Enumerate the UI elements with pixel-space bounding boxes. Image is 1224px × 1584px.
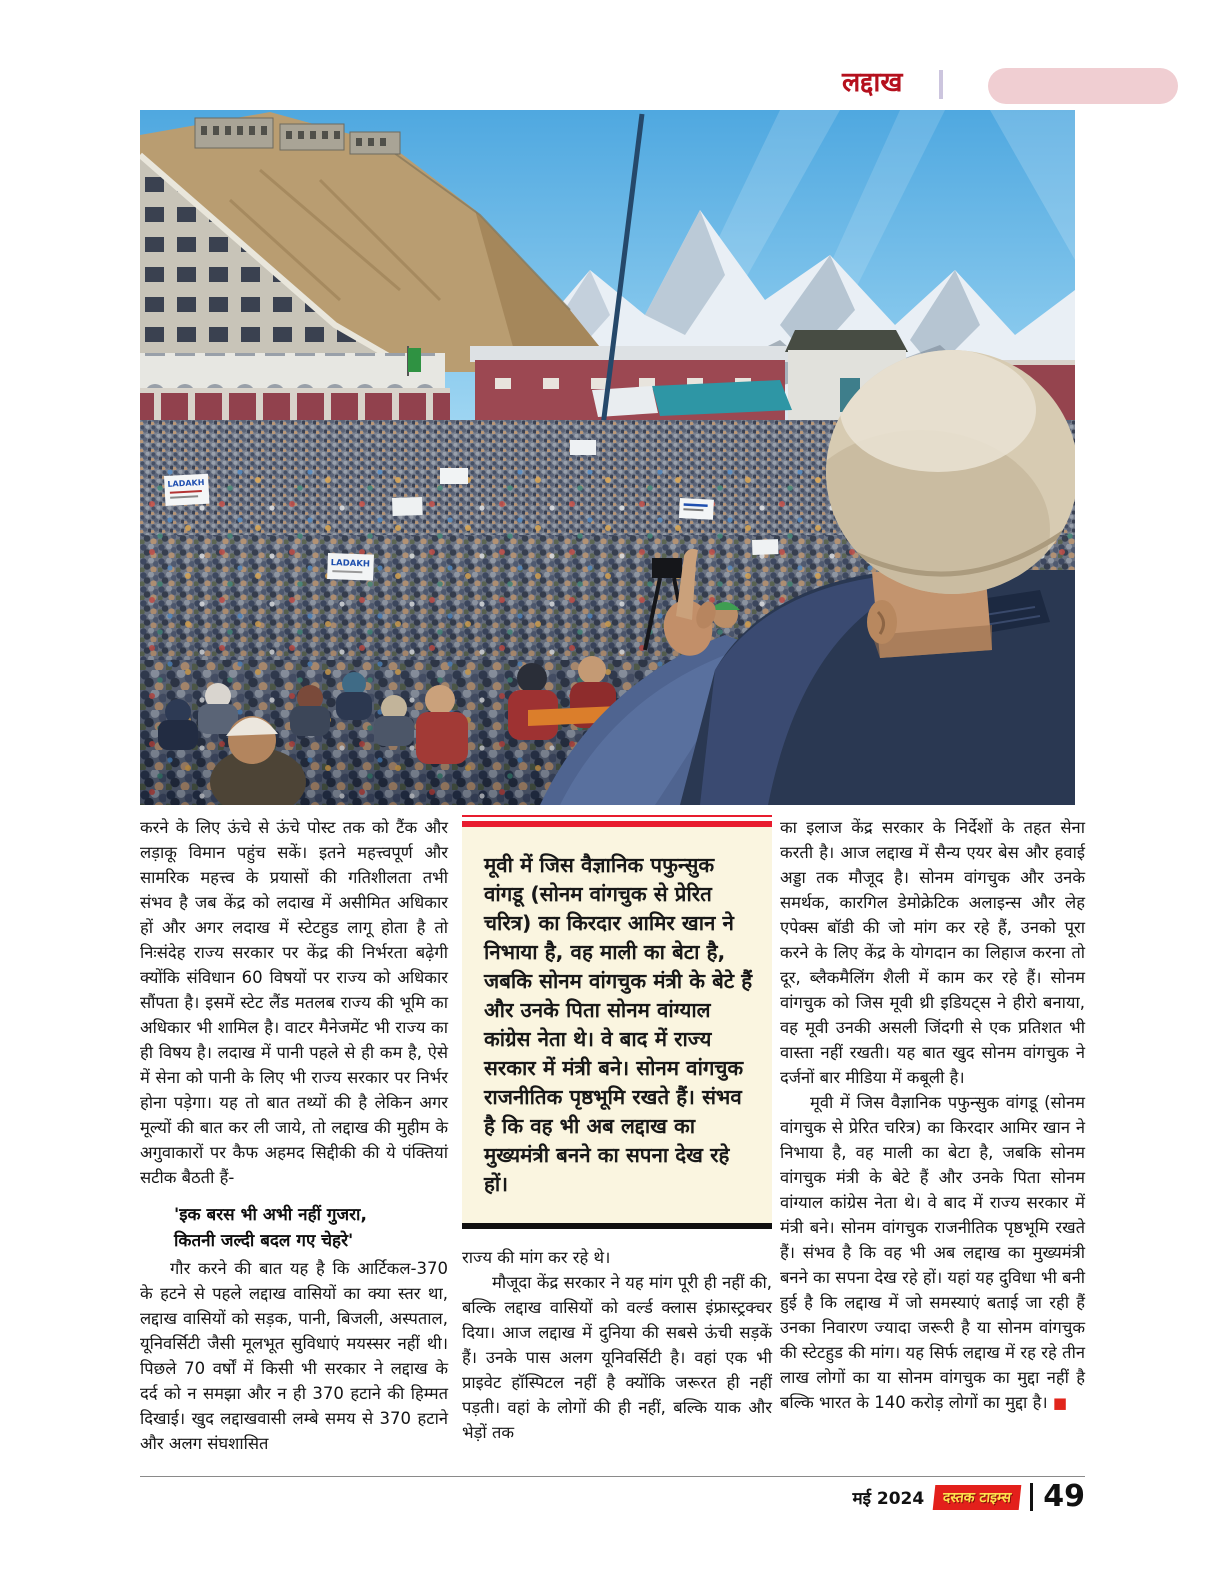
placard-ladakh: LADAKH [167, 477, 205, 489]
header-divider [939, 70, 943, 99]
header-pill [988, 68, 1178, 104]
couplet [140, 1202, 448, 1254]
paragraph: करने के लिए ऊंचे से ऊंचे पोस्ट तक को टैंक और लड़ाकू विमान पहुंच सकें। इतने महत्त्वपूर्ण और सामरिक महत्त्व के प्रयासों की गतिशीलता तभी संभव है जब केंद्र को लदाख में असीमित अधिकार हों और अगर लदाख में स्टेटहुड लागू होता है तो निःसंदेह राज्य सरकार पर केंद्र की निर्भरता बढ़ेगी क्योंकि संविधान 60 विषयों पर राज्य को अधिकार सौंपता है। इसमें स्टेट लैंड मतलब राज्य की भूमि का अधिकार भी शामिल है। वाटर मैनेजमेंट भी राज्य का ही विषय है। लदाख में पानी पहले से ही कम है, ऐसे में सेना को पानी के लिए भी राज्य सरकार पर निर्भर होना पड़ेगा। यह तो बात तथ्यों की है लेकिन अगर मूल्यों की बात कर ली जाये, तो लद्दाख की मुहीम के अगुवाकारों पर कैफ अहमद सिद्दीकी की ये पंक्तियां सटीक बैठती हैं- [140, 818, 448, 1187]
box-rule-bottom [462, 1223, 772, 1229]
paragraph: मौजूदा केंद्र सरकार ने यह मांग पूरी ही नहीं की, बल्कि लद्दाख वासियों को वर्ल्ड क्लास इंफ्रास्ट्रक्चर दिया। आज लद्दाख में दुनिया की सबसे ऊंची सड़कें हैं। उनके पास अलग यूनिवर्सिटी है। वहां एक भी प्राइवेट हॉस्पिटल नहीं है क्योंकि जरूरत ही नहीं पड़ती। वहां के लोगों की ही नहीं, बल्कि याक और भेड़ों तक [462, 1273, 772, 1442]
box-rule-top-thin [462, 815, 772, 817]
column-middle [462, 815, 772, 1445]
magazine-logo: दस्तक टाइम्स [933, 1485, 1022, 1510]
pull-quote-inner [462, 827, 772, 1223]
couplet-line-2: कितनी जल्दी बदल गए चेहरे' [174, 1231, 354, 1251]
rally-photo-illustration [140, 110, 1075, 805]
rally-photo [140, 110, 1075, 805]
paragraph-text: मूवी में जिस वैज्ञानिक पफुन्सुक वांगडू (सोनम वांगचुक से प्रेरित चरित्र) का किरदार आमिर खान ने निभाया है, वह माली का बेटा है, जबकि सोनम वांगचुक मंत्री के बेटे हैं और उनके पिता सोनम वांग्याल कांग्रेस नेता थे। वे बाद में राज्य सरकार में मंत्री बने। सोनम वांगचुक राजनीतिक पृष्ठभूमि रखते हैं। संभव है कि वह भी अब लद्दाख का मुख्यमंत्री बनने का सपना देख रहे हों। यहां यह दुविधा भी बनी हुई है कि लद्दाख में जो समस्याएं बताई जा रही हैं उनका निवारण ज्यादा जरूरी है या सोनम वांगचुक की स्टेटहुड की मांग। यह सिर्फ लद्दाख में रह रहे तीन लाख लोगों का या सोनम वांगचुक का मुद्दा नहीं है बल्कि भारत के 140 करोड़ लोगों का मुद्दा है। [780, 1093, 1085, 1412]
issue-date: मई 2024 [852, 1488, 925, 1509]
green-flag [408, 348, 421, 372]
footer-divider [1030, 1483, 1033, 1511]
footer-rule [140, 1476, 1085, 1477]
column-left [140, 815, 448, 1456]
paragraph: गौर करने की बात यह है कि आर्टिकल-370 के हटने से पहले लद्दाख वासियों का क्या स्तर था, लद्दाख वासियों को सड़क, पानी, बिजली, अस्पताल, यूनिवर्सिटी जैसी मूलभूत सुविधाएं मयस्सर नहीं थी। पिछले 70 वर्षों में किसी भी सरकार ने लद्दाख के दर्द को न समझा और न ही 370 हटाने की हिम्मत दिखाई। खुद लद्दाखवासी लम्बे समय से 370 हटाने और अलग संघशासित [140, 1259, 448, 1453]
paragraph [780, 1090, 1085, 1416]
pull-quote-text: मूवी में जिस वैज्ञानिक पफुन्सुक वांगडू (सोनम वांगचुक से प्रेरित चरित्र) का किरदार आमिर खान ने निभाया है, वह माली का बेटा है, जबकि सोनम वांगचुक मंत्री के बेटे हैं और उनके पिता सोनम वांग्याल कांग्रेस नेता थे। वे बाद में राज्य सरकार में मंत्री बने। सोनम वांगचुक राजनीतिक पृष्ठभूमि रखते हैं। संभव है कि वह भी अब लद्दाख का मुख्यमंत्री बनने का सपना देख रहे हों। [484, 853, 753, 1196]
placard-ladakh: LADAKH [330, 558, 371, 570]
paragraph: राज्य की मांग कर रहे थे। [462, 1248, 611, 1267]
paragraph: का इलाज केंद्र सरकार के निर्देशों के तहत सेना करती है। आज लद्दाख में सैन्य एयर बेस और हवाई अड्डा तक मौजूद है। सोनम वांगचुक और उनके समर्थक, कारगिल डेमोक्रेटिक अलाइन्स और लेह एपेक्स बॉडी की जो मांग कर रहे हैं, उनको पूरा करने के लिए केंद्र के योगदान का लिहाज करना तो दूर, ब्लैकमैलिंग शैली में काम कर रहे हैं। सोनम वांगचुक को जिस मूवी थ्री इडियट्स ने हीरो बनाया, वह मूवी उनकी असली जिंदगी से एक प्रतिशत भी वास्ता नहीं रखती। यह बात खुद सोनम वांगचुक ने दर्जनों बार मीडिया में कबूली है। [780, 818, 1085, 1087]
footer [140, 1479, 1085, 1514]
teal-canopy [652, 380, 792, 416]
page-number: 49 [1043, 1479, 1085, 1514]
camera [652, 558, 682, 578]
column-right [780, 815, 1085, 1416]
pull-quote-box [462, 815, 772, 1229]
article-end-mark: ■ [1052, 1394, 1068, 1412]
couplet-line-1: 'इक बरस भी अभी नहीं गुजरा, [174, 1205, 367, 1225]
white-canopy [592, 386, 658, 417]
section-label: लद्दाख [842, 67, 903, 98]
